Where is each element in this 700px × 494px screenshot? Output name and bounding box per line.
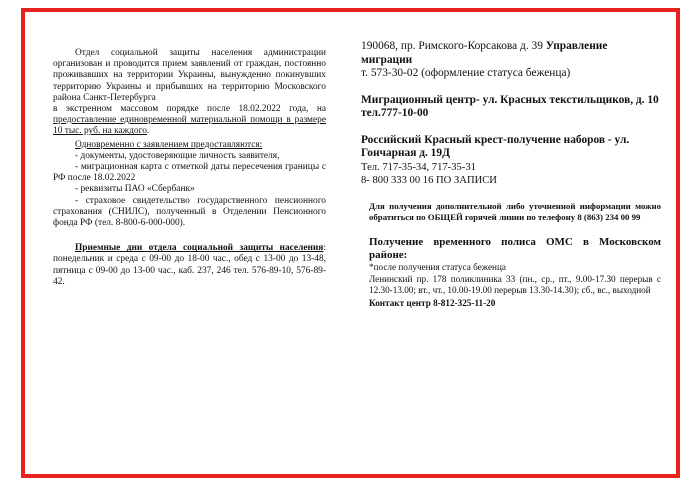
migration-block xyxy=(361,40,661,81)
document-item: - документы, удостоверяющие личность заявителя, xyxy=(75,150,280,161)
migration-address: 190068, пр. Римского-Корсакова д. 39 xyxy=(361,40,546,52)
migration-name: Управление миграции xyxy=(361,40,608,66)
red-cross-heading: Российский Красный крест-получение наборов - ул. Гончарная д. 19Д xyxy=(361,133,630,159)
oms-block xyxy=(369,236,661,308)
intro-paragraph: Отдел социальной защиты населения администрации организован и проводится прием заявлений от граждан, постоянно проживавших на территории Украины, вынужденно покинувших территорию Украины и прибывших на территорию Московского района Санкт-Петербурга xyxy=(53,48,326,103)
contact-center: Контакт центр 8-812-325-11-20 xyxy=(369,297,496,308)
right-column xyxy=(361,40,661,309)
documents-heading: Одновременно с заявлением предоставляются: xyxy=(75,139,263,150)
red-cross-block xyxy=(361,134,661,187)
reception-paragraph: Приемные дни отдела социальной защиты населения: понедельник и среда с 09-00 до 18-00 час., обед с 13-00 до 13-48, пятница с 09-00 до 13-00 час., каб. 237, 246 тел. 576-89-10, 576-89-42. xyxy=(53,243,326,287)
assistance-amount: предоставление единовременной материальной помощи в размере 10 тыс. руб. на каждого xyxy=(53,115,326,137)
reception-heading: Приемные дни отдела социальной защиты населения xyxy=(75,243,324,254)
assistance-paragraph: в экстренном массовом порядке после 18.02.2022 года, на предоставление единовременной материальной помощи в размере 10 тыс. руб. на каждого. xyxy=(53,104,326,137)
document-item: - миграционная карта с отметкой даты пересечения границы с РФ после 18.02.2022 xyxy=(53,162,326,184)
document-item: - страховое свидетельство государственного пенсионного страхования (СНИЛС), полученный в Отделении Пенсионного фонда РФ (тел. 8-800-6-000-000). xyxy=(53,195,326,229)
hotline-info: Для получения дополнительной либо уточненной информации можно обратиться по ОБЩЕЙ горячей линии по телефону 8 (863) 234 00 99 xyxy=(369,200,661,222)
migration-center: Миграционный центр- ул. Красных текстильщиков, д. 10 тел.777-10-00 xyxy=(361,93,659,119)
migration-phone: т. 573-30-02 (оформление статуса беженца) xyxy=(361,67,571,79)
red-cross-phone: Тел. 717-35-34, 717-35-31 xyxy=(361,161,476,173)
oms-heading: Получение временного полиса ОМС в Московском районе: xyxy=(369,236,661,262)
red-cross-hotline: 8- 800 333 00 16 ПО ЗАПИСИ xyxy=(361,174,497,186)
left-column xyxy=(53,48,326,288)
oms-note: *после получения статуса беженца xyxy=(369,262,506,273)
document-item: - реквизиты ПАО «Сбербанк» xyxy=(75,184,195,195)
oms-address: Ленинский пр. 178 поликлиника 33 (пн., ср., пт., 9.00-17.30 перерыв с 12.30-13.00; вт., чт., 10.00-19.00 перерыв 13.30-14.30); сб., вс., выходной xyxy=(369,273,661,296)
